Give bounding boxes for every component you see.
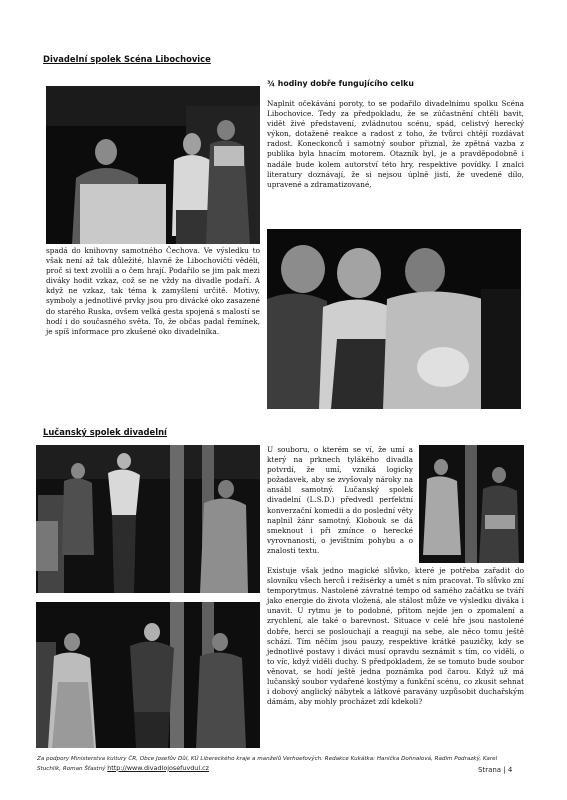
website-link[interactable]: http://www.divadlojosefuvdul.cz [107,763,210,772]
review-paragraph-bottom: Existuje však jedno magické slůvko, které je potřeba zařadit do slovníku všech herců i režisérky a umět s ním pracovat. To slůvko zní temporytmus. Nastolené závratné tempo od samého začátku se tváří jako energie do života vložená, ale stálost může ve výsledku diváka i unavit. U rytmu je to podobné, přitom nejde jen o zpomalení a zrychlení, ale také o barevnost. Situace v celé hře jsou nastolené dobře, herci se poslouchají a reagují na sebe, ale něco tomu ještě schází. Tím něčím jsou pauzy, respektive krátké pauzičky, kdy se jednotlivé postavy i diváci musí opravdu seznámit s tím, co viděli, o to víc, když viděli duchy. S předpokladem, že se tomuto bude soubor věnovat, se hodí ještě jedna poznámka pod čarou. Když už má lučanský soubor vydařené kostýmy a funkční scénu, co zkusit sehnat i dobový anglický nábytek a látkové paravány uzpůsobit duchařským dámám, aby mohly procházet zdí kdekoli? [267,566,524,707]
footer-credits-text: Za podpory Ministerstva kultury ČR, Obce Josefův Důl, KÚ Libereckého kraje a manželů Verhoefových. Redakce Kukátka: Hanička Dohnalová, Radim Podrazký, Karel Stuchlík, Roman Šťastný [37,756,498,772]
review-paragraph-right: Naplnit očekávání poroty, to se podařilo divadelnímu spolku Scéna Libochovice. Tedy za předpokladu, že se zúčastnění chtěli bavit, vidět živé představení, zvládnutou scénu, spád, celistvý herecký výkon, dotažené reakce a radost z toho, že tvůrci chtějí rozdávat radost. Koneckonců i samotný soubor přiznal, že zpětná vazba z publika byla hnacím motorem. Otazník byl, je a pravděpodobně i nadále bude kolem autorství této hry, respektive povídky. I znalci literatury doznávají, že si nejsou úplně jistí, že uvedené dílo, upravené a zdramatizované, [267,99,524,189]
theatre-photo-libochovice-closeup [267,229,521,409]
section-heading-scena-libochovice: Divadelní spolek Scéna Libochovice [43,54,211,64]
theatre-photo-libochovice-table-scene [46,86,260,244]
review-paragraph-left: spadá do knihovny samotného Čechova. Ve výsledku to však není až tak důležité, hlavně že Libochovičtí věděli, proč si text zvolili a o čem hrají. Podařilo se jim pak mezi diváky hodit vzkaz, což se ne vždy na divadle podaří. A když ne vzkaz, tak téma k zamyšlení určitě. Motivy, symboly a jednotlivé prvky jsou pro divácké oko zasazené do starého Ruska, ovšem velká gesta spojená s malostí se hodí i do současného světa. To, že občas padal řemínek, je spíš informace pro zkušené oko divadelníka. [46,246,260,336]
section-heading-lucansky-spolek: Lučanský spolek divadelní [43,427,167,437]
footer-credits [37,755,507,773]
theatre-photo-lucany-stage-wide [36,445,260,593]
theatre-photo-lucany-small [419,445,524,563]
review-paragraph-top: U souboru, o kterém se ví, že umí a který na prknech tylákého divadla potvrdí, že umí, vzniká logicky požadavek, aby se zvyšovaly nároky na ansábl samotný. Lučanský spolek divadelní (L.S.D.) předvedl perfektní konverzační komedii a do poslední věty naplnil žánr samotný. Klobouk se dá smeknout i při zmínce o herecké vyrovnanosti, o jevištním pohybu a o znalosti textu. [267,445,413,555]
page-number: Strana | 4 [478,766,513,774]
review-subheading: ¾ hodiny dobře fungujícího celku [267,79,414,88]
theatre-photo-lucany-stage-duo [36,602,260,748]
